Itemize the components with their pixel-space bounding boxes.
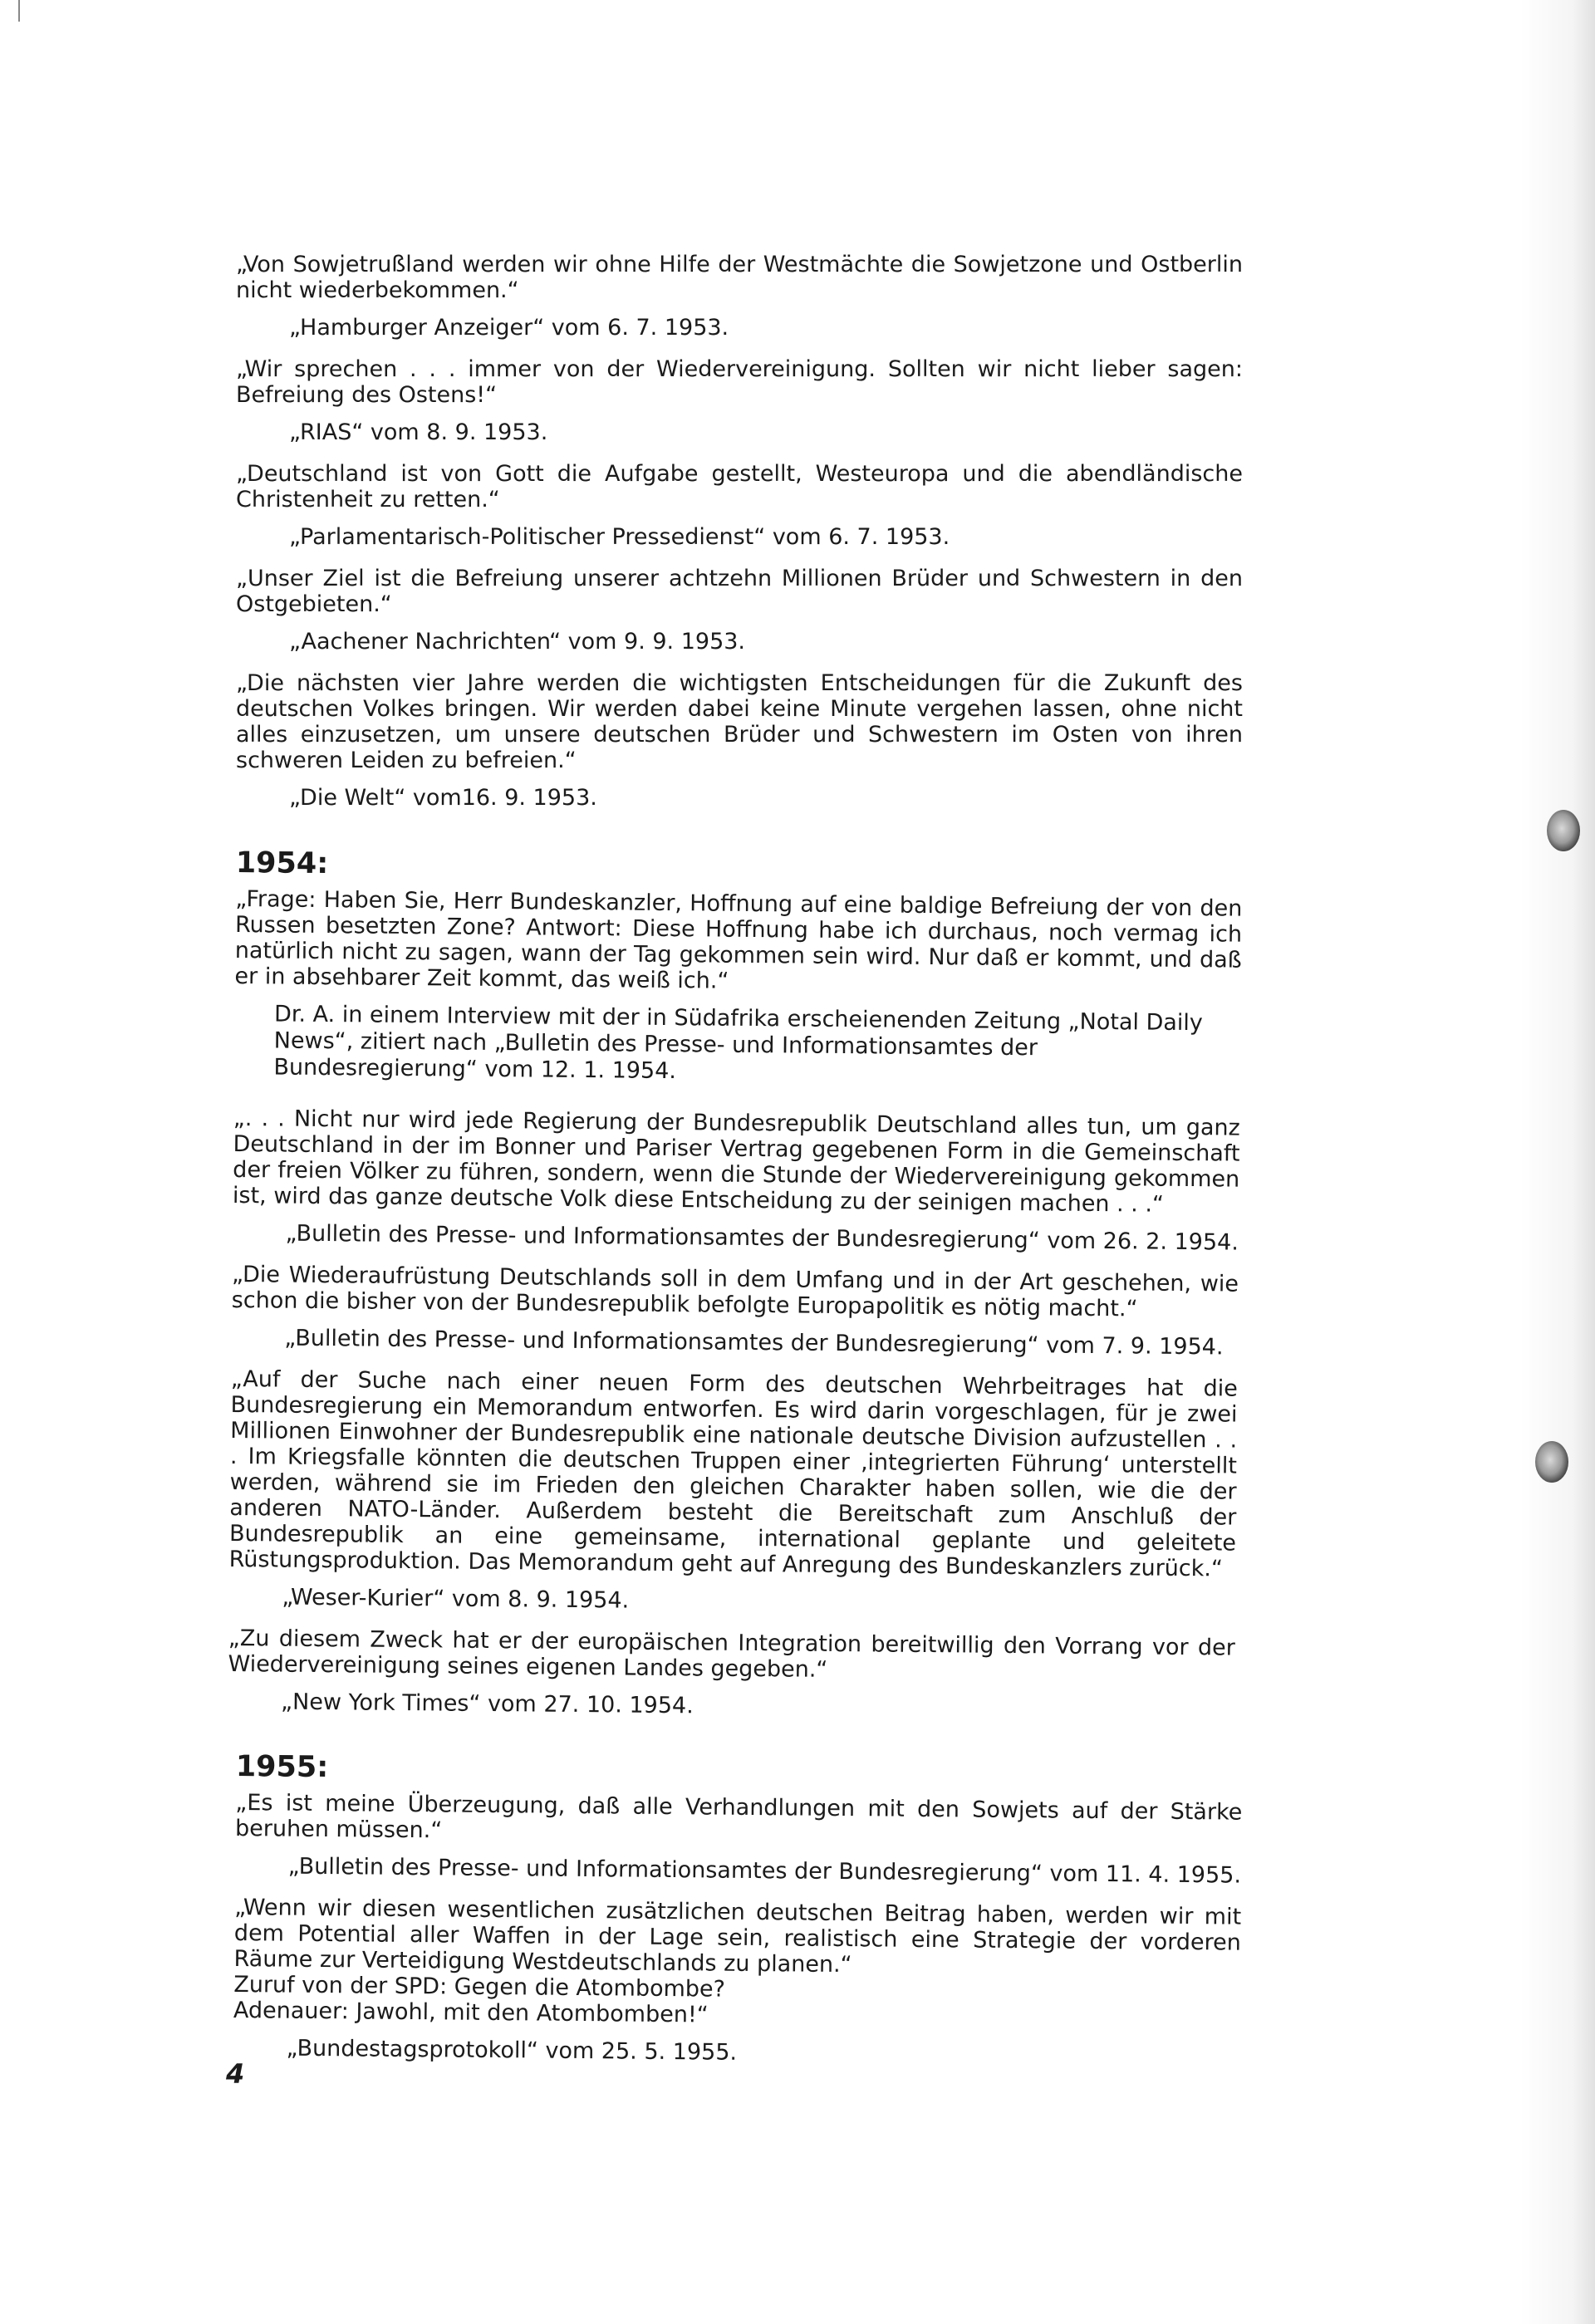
section-heading-1954: 1954: [235,846,329,881]
quote-text: „. . . Nicht nur wird jede Regierung der Bundesrepublik Deutschland alles tun, um ganz Deutschland in der im Bonner und Pariser Vertrag gegebenen Form in die Gemeinschaft der freien Völker zu führen, sondern, wenn die Stunde der Wiedervereinigung gekommen ist, wird das ganze deutsche Volk diese Entscheidung zu der seinigen machen . . .“ [232,1105,1240,1218]
quote-entry [236,252,1243,341]
quote-reply: Adenauer: Jawohl, mit den Atombomben!“ [233,1997,709,2028]
page-edge-shadow [1520,0,1595,2324]
section-1955 [233,1750,1243,2071]
punch-hole-upper [1547,810,1580,851]
quote-entry [236,566,1243,655]
quote-source: Dr. A. in einem Interview mit der in Südafrika erscheienenden Zeitung „Notal Daily News“, zitiert nach „Bulletin des Presse- und Informationsamtes der Bundesregierung“ vom 12. 1. 1954. [273,1001,1204,1085]
quote-text: „Es ist meine Überzeugung, daß alle Verhandlungen mit den Sowjets auf der Stärke beruhen müssen.“ [234,1789,1243,1844]
scan-mark [18,0,20,22]
quote-entry [233,886,1242,1091]
punch-hole-lower [1535,1441,1568,1483]
quote-source: „Die Welt“ vom16. 9. 1953. [289,785,597,811]
quote-source: „Bundestagsprotokoll“ vom 25. 5. 1955. [286,2035,738,2066]
quote-entry [235,1790,1243,1890]
page-number: 4 [226,2058,245,2090]
quote-entry [228,1366,1238,1620]
section-heading-1955: 1955: [235,1750,329,1785]
section-1953 [236,252,1243,811]
quote-entry [236,461,1243,551]
quote-entry [231,1262,1239,1361]
quote-source: „Bulletin des Presse- und Informationsamtes der Bundesregierung“ vom 7. 9. 1954. [284,1325,1224,1361]
quote-source: „Aachener Nachrichten“ vom 9. 9. 1953. [289,629,746,655]
section-1954 [228,846,1243,1725]
quote-interjection: Zuruf von der SPD: Gegen die Atombombe? [233,1971,726,2003]
quote-text: „Die Wiederaufrüstung Deutschlands soll in dem Umfang und in der Art geschehen, wie schon die bisher von der Bundesrepublik befolgte Europapolitik es nötig macht.“ [231,1261,1239,1322]
quote-source: „Parlamentarisch-Politischer Pressedienst“ vom 6. 7. 1953. [289,524,950,550]
quote-source: „Hamburger Anzeiger“ vom 6. 7. 1953. [289,315,729,341]
quote-text: „Zu diesem Zweck hat er der europäischen Integration bereitwillig den Vorrang vor der Wiedervereinigung seines eigenen Landes gegeben.“ [228,1625,1235,1683]
document-body [228,252,1243,2076]
quote-text: „Unser Ziel ist die Befreiung unserer achtzehn Millionen Brüder und Schwestern in den Ostgebieten.“ [236,566,1243,617]
quote-text: „Wenn wir diesen wesentlichen zusätzlichen deutschen Beitrag haben, werden wir mit dem Potential aller Waffen in der Lage sein, realistisch eine Strategie der vorderen Räume zur Verteidigung Westdeutschlands zu planen.“ [233,1894,1242,1978]
quote-text: „Von Sowjetrußland werden wir ohne Hilfe der Westmächte die Sowjetzone und Ostberlin nicht wiederbekommen.“ [236,252,1243,303]
quote-text: „Die nächsten vier Jahre werden die wichtigsten Entscheidungen für die Zukunft des deutschen Volkes bringen. Wir werden dabei keine Minute vergehen lassen, ohne nicht alles einzusetzen, um unsere deutschen Brüder und Schwestern im Osten von ihren schweren Leiden zu befreien.“ [236,670,1243,773]
quote-source: „Bulletin des Presse- und Informationsamtes der Bundesregierung“ vom 11. 4. 1955. [287,1853,1242,1889]
quote-text: „Auf der Suche nach einer neuen Form des deutschen Wehrbeitrages hat die Bundesregierung ein Memorandum entworfen. Es wird darin vorgeschlagen, für je zwei Millionen Einwohner der Bundesrepublik eine nationale deutsche Division aufzustellen . . . Im Kriegsfalle könnten die deutschen Truppen einer ‚integrierten Führung‘ unterstellt werden, während sie im Frieden den gleichen Charakter haben sollen, wie die der anderen NATO-Länder. Außerdem besteht die Bereitschaft zum Anschluß der Bundesrepublik an eine gemeinsame, international geplante und geleitete Rüstungsproduktion. Das Memorandum geht auf Anregung des Bundeskanzlers zurück.“ [228,1365,1238,1582]
quote-text: „Wir sprechen . . . immer von der Wiedervereinigung. Sollten wir nicht lieber sagen: Befreiung des Ostens!“ [236,356,1243,408]
quote-source: „New York Times“ vom 27. 10. 1954. [280,1689,694,1719]
quote-entry [232,1106,1240,1257]
quote-entry [236,670,1243,811]
quote-entry [228,1625,1235,1725]
quote-source: „RIAS“ vom 8. 9. 1953. [289,419,548,445]
quote-entry [236,356,1243,446]
quote-source: „Bulletin des Presse- und Informationsamtes der Bundesregierung“ vom 26. 2. 1954. [285,1220,1239,1256]
quote-entry [233,1895,1241,2071]
quote-text: „Deutschland ist von Gott die Aufgabe gestellt, Westeuropa und die abendländische Christenheit zu retten.“ [236,461,1243,512]
quote-text: „Frage: Haben Sie, Herr Bundeskanzler, Hoffnung auf eine baldige Befreiung der von den Russen besetzten Zone? Antwort: Diese Hoffnung habe ich durchaus, noch vermag ich natürlich nicht zu sagen, wann der Tag gekommen sein wird. Nur daß er kommt, und daß er in absehbarer Zeit kommt, das weiß ich.“ [234,885,1243,994]
quote-source: „Weser-Kurier“ vom 8. 9. 1954. [282,1584,630,1614]
